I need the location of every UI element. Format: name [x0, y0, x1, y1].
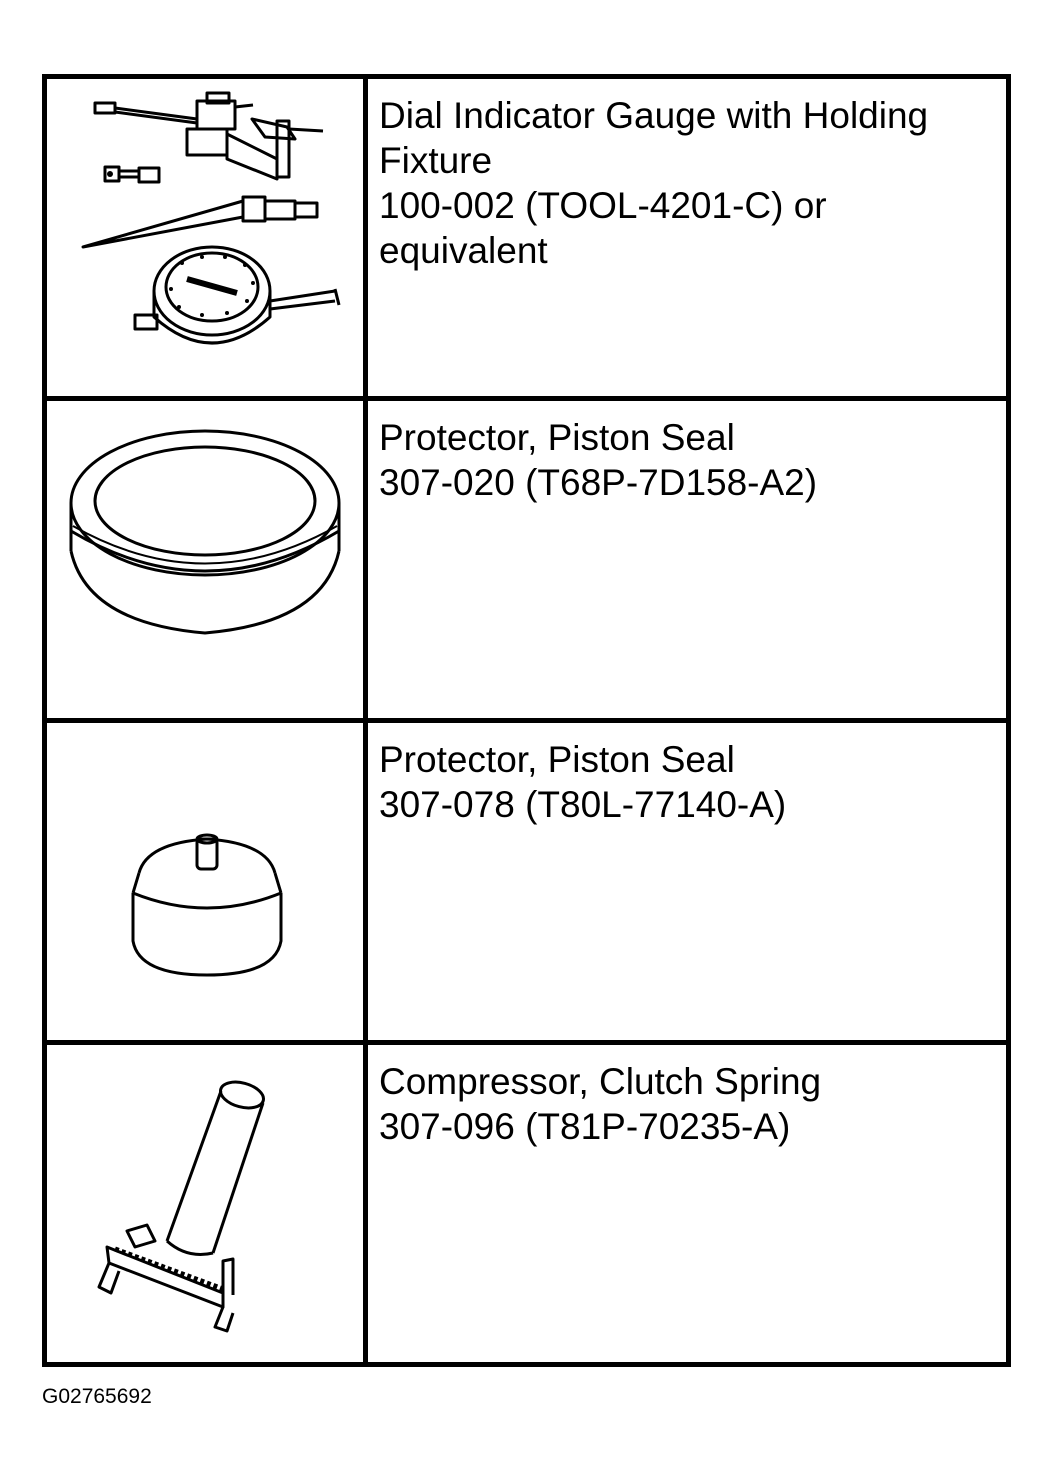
tool-name: Dial Indicator Gauge with Holding Fixture — [379, 95, 929, 181]
tool-image-cell — [45, 77, 366, 399]
tool-description-cell — [366, 1043, 1009, 1365]
table-row — [45, 721, 1009, 1043]
table-row — [45, 399, 1009, 721]
tool-description-cell — [366, 77, 1009, 399]
tool-image-cell — [45, 1043, 366, 1365]
table-row — [45, 77, 1009, 399]
tool-part-number: 307-096 (T81P-70235-A) — [379, 1106, 791, 1147]
special-tools-table — [42, 74, 1011, 1367]
clutch-spring-compressor-icon — [47, 1045, 363, 1357]
table-row — [45, 1043, 1009, 1365]
tool-name: Compressor, Clutch Spring — [379, 1061, 822, 1102]
piston-seal-protector-cylinder-icon — [47, 723, 363, 1035]
tool-part-number: 100-002 (TOOL-4201-C) or equivalent — [379, 185, 827, 271]
figure-code: G02765692 — [42, 1385, 152, 1408]
tool-image-cell — [45, 721, 366, 1043]
piston-seal-protector-ring-icon — [47, 401, 363, 713]
tool-part-number: 307-020 (T68P-7D158-A2) — [379, 462, 818, 503]
tool-name: Protector, Piston Seal — [379, 417, 735, 458]
tool-part-number: 307-078 (T80L-77140-A) — [379, 784, 787, 825]
tool-image-cell — [45, 399, 366, 721]
tool-description-cell — [366, 399, 1009, 721]
tool-name: Protector, Piston Seal — [379, 739, 735, 780]
dial-indicator-icon — [47, 79, 363, 391]
tool-description-cell — [366, 721, 1009, 1043]
